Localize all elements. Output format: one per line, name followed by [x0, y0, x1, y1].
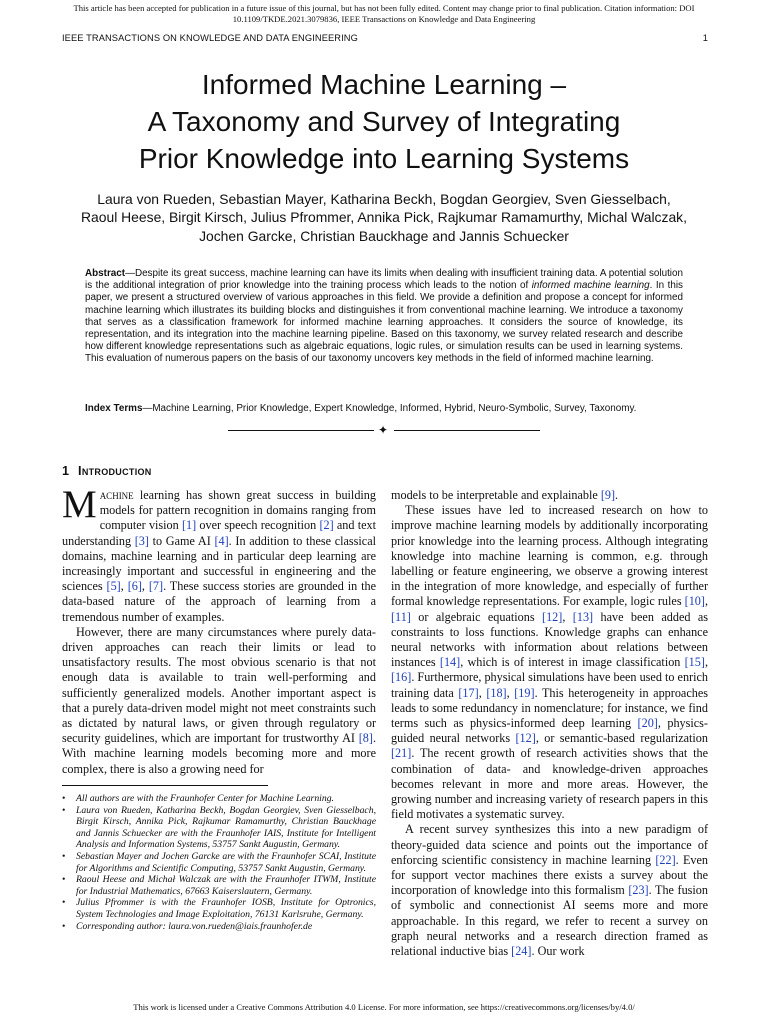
citation-link[interactable]: [12] — [515, 731, 536, 746]
footnote-text: Raoul Heese and Michał Walczak are with the Fraunhofer ITWM, Institute for Industrial Mathematics, 67663 Kaiserslautern, Germany. — [76, 874, 376, 897]
citation-link[interactable]: [4] — [214, 533, 229, 548]
divider-line — [228, 430, 374, 431]
text: learning has shown great success in building models for pattern recognition in domains ranging from computer vision — [99, 488, 376, 533]
text: . This heterogeneity in approaches leads to some redundancy in nomenclature; for instance, we find terms such as physics-informed deep learning — [391, 685, 708, 731]
abstract-text: . In this paper, we present a structured overview of various approaches in this field. We provide a definition and propose a concept for informed machine learning which illustrates its building blocks and distinguishes it from conventional machine learning. We introduce a taxonomy that serves as a classification framework for informed machine learning approaches. It considers the source of knowledge, its representation, and its integration into the machine learning pipeline. Based on this taxonomy, we survey related research and describe how different knowledge representations such as algebraic equations, logic rules, or simulation results can be used in learning systems. This evaluation of numerous papers on the basis of our taxonomy uncovers key methods in the field of informed machine learning. — [85, 280, 683, 365]
text: or algebraic equations — [410, 609, 543, 624]
footnote-item — [62, 874, 376, 897]
text: . With machine learning models becoming more and more complex, there is also a growing need for — [62, 731, 376, 776]
bullet-icon: • — [62, 920, 66, 932]
citation-link[interactable]: [15] — [684, 655, 705, 670]
citation-link[interactable]: [19] — [514, 685, 535, 700]
footnote-item — [62, 897, 376, 920]
title-line: Prior Knowledge into Learning Systems — [138, 143, 630, 174]
bullet-icon: • — [62, 804, 66, 816]
author-line: Jochen Garcke, Christian Bauckhage and Jannis Schuecker — [199, 227, 569, 244]
citation-link[interactable]: [17] — [458, 685, 479, 700]
citation-link[interactable]: [24] — [511, 944, 532, 959]
index-terms-text: —Machine Learning, Prior Knowledge, Expert Knowledge, Informed, Hybrid, Neuro-Symbolic, Survey, Taxonomy. — [142, 403, 637, 414]
text: . These success stories are grounded in the data-based nature of the approach of learning from a tremendous number of examples. — [62, 579, 376, 624]
footnote-text: Laura von Rueden, Katharina Beckh, Bogdan Georgiev, Sven Giesselbach, Birgit Kirsch, Annika Pick, Rajkumar Ramamurthy, Christian Bauckhage and Jannis Schuecker are with the Fraunhofer IAIS, Institute for Intelligent Analysis and Information Systems, 53757 Sankt Augustin, Germany. — [76, 804, 376, 851]
citation-link[interactable]: [23] — [628, 883, 649, 898]
citation-link[interactable]: [9] — [600, 488, 616, 502]
bullet-icon: • — [62, 874, 66, 886]
footnote-item — [62, 805, 376, 851]
paragraph — [62, 483, 377, 625]
citation-link[interactable]: [18] — [486, 685, 507, 700]
text: . Even for support vector machines there exists a survey about the incorporation of knowledge into this formalism — [391, 852, 708, 898]
text: A recent survey synthesizes this into a new paradigm of theory-guided data science and points out the importance of enforcing scientific consistency in machine learning — [391, 822, 708, 867]
author-line: Laura von Rueden, Sebastian Mayer, Katharina Beckh, Bogdan Georgiev, Sven Giesselbach, — [97, 191, 671, 207]
text: , which is of interest in image classification — [460, 655, 685, 670]
citation-link[interactable]: [3] — [134, 533, 149, 548]
footnote-item — [62, 793, 376, 805]
citation-link[interactable]: [10] — [684, 594, 705, 609]
footnote-text: Julius Pfrommer is with the Fraunhofer IOSB, Institute for Optronics, System Technologies and Image Exploitation, 76131 Karlsruhe, Germany. — [76, 897, 376, 920]
paragraph: models to be interpretable and explainable [9]. — [391, 488, 619, 502]
text: , — [704, 655, 708, 670]
text: , — [120, 579, 128, 594]
citation-link[interactable]: [21] — [391, 746, 412, 761]
text: However, there are many circumstances where purely data-driven approaches can reach their limits or lead to unsatisfactory results. The most obvious scenario is that not enough data is available to train well-performing and sufficiently generalized models. Another important aspect is that a purely data-driven model might not meet constraints such as dictated by natural laws, or given through regulatory or security guidelines, which are important for trustworthy AI — [62, 624, 376, 746]
bullet-icon: • — [62, 793, 66, 804]
bullet-icon: • — [62, 850, 66, 862]
small-caps-word: achine — [99, 488, 134, 502]
text: , physics-guided neural networks — [391, 716, 708, 746]
text: , — [506, 685, 515, 700]
author-list — [50, 190, 718, 245]
citation-link[interactable]: [16] — [391, 670, 412, 685]
footnote-rule — [62, 785, 268, 786]
section-number: 1 — [62, 464, 70, 478]
author-line: Raoul Heese, Birgit Kirsch, Julius Pfrommer, Annika Pick, Rajkumar Ramamurthy, Michal Walczak, — [81, 209, 687, 226]
title-line: A Taxonomy and Survey of Integrating — [147, 106, 621, 137]
citation-link[interactable]: [6] — [127, 579, 142, 594]
paragraph — [391, 822, 708, 959]
citation-link[interactable]: [5] — [106, 579, 121, 594]
paper-title — [40, 66, 728, 177]
text: to Game AI — [148, 533, 215, 548]
publication-notice: This article has been accepted for publication in a future issue of this journal, but has not been fully edited. Content may change prior to final publication. Citation information: DOI 10.1109/TKDE.2021.3079836, IEEE Transactions on Knowledge and Data Engineering — [73, 3, 695, 24]
footnote-item — [62, 921, 376, 933]
abstract — [85, 268, 683, 366]
journal-name: IEEE TRANSACTIONS ON KNOWLEDGE AND DATA ENGINEERING — [62, 33, 358, 43]
footnote-text: Sebastian Mayer and Jochen Garcke are with the Fraunhofer SCAI, Institute for Algorithms and Scientific Computing, 53757 Sankt Augustin, Germany. — [76, 850, 376, 874]
text: , — [704, 594, 708, 609]
text: over speech recognition — [196, 518, 320, 533]
divider-ornament-icon: ✦ — [378, 423, 389, 437]
citation-link[interactable]: [7] — [148, 579, 164, 594]
citation-link[interactable]: [13] — [572, 609, 594, 624]
text: have been added as constraints to loss functions. Knowledge graphs can enhance neural networks with information about relations between instances — [391, 609, 709, 670]
text: . Our work — [531, 944, 585, 959]
text: , — [141, 579, 149, 594]
footnote-text: Corresponding author: laura.von.rueden@iais.fraunhofer.de — [76, 920, 313, 932]
license-notice: This work is licensed under a Creative Commons Attribution 4.0 License. For more information, see https://creativecommons.org/licenses/by/4.0/ — [133, 1002, 635, 1012]
paragraph — [391, 503, 708, 822]
citation-link[interactable]: [22] — [655, 852, 676, 867]
drop-cap: M — [62, 483, 97, 526]
citation-link[interactable]: [8] — [358, 731, 373, 746]
bullet-icon: • — [62, 897, 66, 909]
abstract-emphasis: informed machine learning — [531, 280, 650, 292]
text: . — [615, 488, 619, 502]
text: and text understanding — [62, 518, 377, 548]
text: , — [562, 609, 573, 624]
citation-link[interactable]: [1] — [181, 518, 197, 533]
right-column — [391, 488, 708, 959]
section-heading — [62, 464, 152, 478]
footnote-item — [62, 851, 376, 874]
title-line: Informed Machine Learning – — [201, 69, 567, 100]
citation-link[interactable]: [12] — [542, 609, 563, 624]
citation-link[interactable]: [20] — [637, 716, 658, 731]
citation-link[interactable]: [11] — [391, 609, 411, 624]
abstract-label: Abstract — [85, 268, 126, 279]
footnote-text: All authors are with the Fraunhofer Center for Machine Learning. — [76, 793, 334, 804]
text: . The fusion of symbolic and connectionist AI seems more and more approachable. In this regard, we refer to recent a survey on graph neural networks and a research direction framed as relational inductive bias — [391, 883, 708, 959]
section-divider — [228, 423, 540, 437]
index-terms — [85, 403, 683, 415]
text: These issues have led to increased research on how to improve machine learning models by additionally incorporating prior knowledge into the learning process. Although integrating knowledge into machine learning is common, e.g. through labelling or feature engineering, we observe a growing interest in the integration of more knowledge, and especially of further formal knowledge representations. For example, logic rules — [391, 503, 708, 609]
section-title: Introduction — [78, 464, 152, 478]
abstract-text: —Despite its great success, machine learning can have its limits when dealing with insufficient training data. A potential solution is the additional integration of prior knowledge into the training process which leads to the notion of — [85, 268, 683, 292]
citation-link[interactable]: [14] — [439, 655, 461, 670]
author-footnotes — [62, 793, 376, 932]
index-terms-label: Index Terms — [85, 403, 143, 414]
text: , or semantic-based regularization — [535, 731, 708, 746]
running-head — [62, 33, 708, 43]
page-number: 1 — [702, 33, 708, 43]
paragraph — [62, 625, 376, 777]
divider-line — [394, 430, 540, 431]
text: . In addition to these classical domains, machine learning and in particular deep learning are increasingly important and successful in engineering and the sciences — [62, 533, 376, 594]
text: , — [478, 685, 487, 700]
text: . Furthermore, physical simulations have been used to enrich training data — [391, 670, 708, 700]
left-column — [62, 483, 377, 777]
citation-link[interactable]: [2] — [319, 518, 334, 533]
text: . The recent growth of research activities shows that the combination of data- and knowledge-driven approaches becomes relevant in more and more areas. However, the growing number and increasing variety of research papers in this field motivates a systematic survey. — [391, 746, 708, 822]
